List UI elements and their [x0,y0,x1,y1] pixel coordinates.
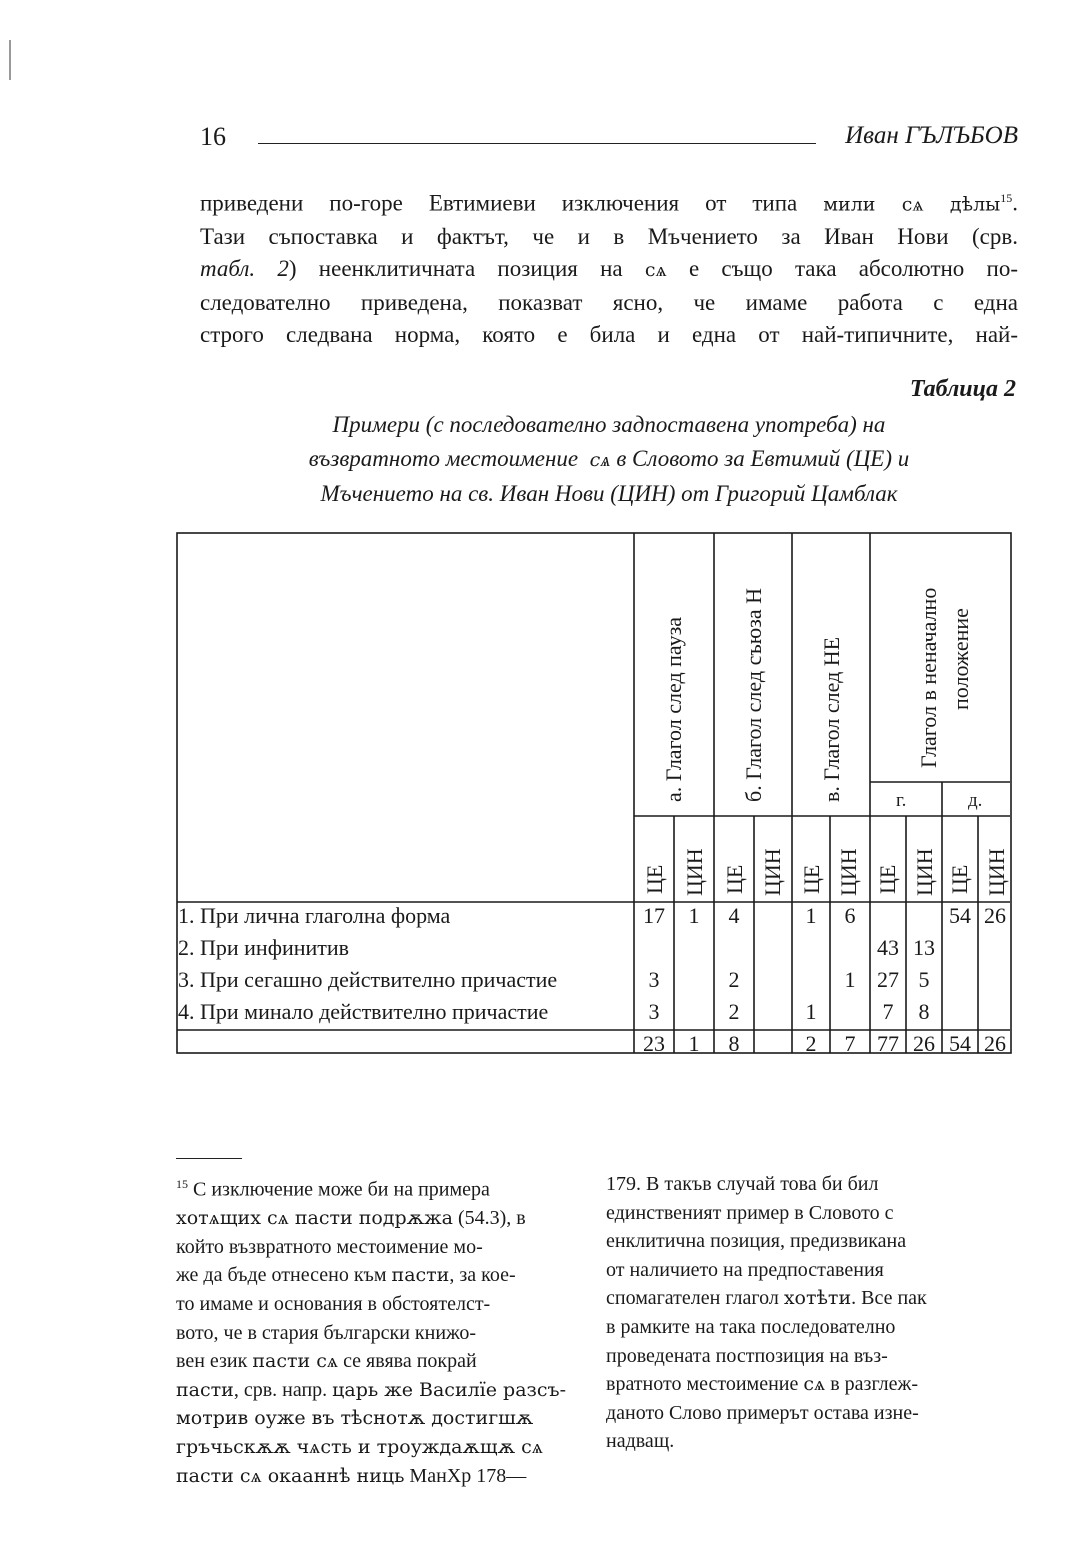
old-bulgarian-text: сѧ [644,259,667,282]
table-cell: 17 [643,903,665,928]
body-line: приведени по-горе Евтимиеви изключения от типа мили сѧ дѣлы$^{15}$. [200,190,1019,216]
old-bulgarian-text: пасти сѧ окааннѣ ниць [176,1464,405,1487]
footnote-marker: 15 [176,1177,188,1191]
footnote-rule [176,1158,242,1159]
old-bulgarian-text: гръчьскѫѫ чѧсть и троуждаѫщѫ сѧ [176,1436,543,1458]
table-cell: 1 [805,903,817,928]
subgroup-g-label: г. [896,790,907,811]
table-total-cell: 2 [805,1031,817,1056]
table-total-cell: 54 [949,1031,971,1056]
subcol-header: ЦЕ [642,864,667,894]
row-label: 4. При минало действително причастие [178,999,549,1024]
table-total-cell: 77 [877,1031,899,1056]
old-bulgarian-text: царь же Василїе разсъ- [332,1378,567,1401]
body-line: Тази съпоставка и фактът, че и в Мъчението за Иван Нови (срв. [200,224,1018,250]
table-cell: 13 [913,935,935,960]
running-head-author: Иван ГЪЛЪБОВ [845,122,1018,149]
table-total-cell: 26 [984,1031,1006,1056]
header-rule [258,143,816,144]
old-bulgarian-text: сѧ [803,1373,826,1396]
table-cell: 2 [728,999,740,1024]
footnote-15-column-1: $^{15}$ С изключение може би на примера хотѧщих сѧ пасти подрѫжа (54.3), в който възвратното местоимение мо- же да бъде отнесено към пасти, за кое- то имаме и основания в обстоятелст- вото, че в стария български книжо- вен език пасти сѧ се явява покрай пасти, срв. напр. царь же Василїе разсъ- мотрив оуже въ тѣснотѫ достигшѫ гръчьскѫѫ чѧсть и троуждаѫщѫ сѧ пасти сѧ окааннѣ ниць МанХр 178— [176,1170,572,1490]
subcol-header: ЦИН [836,848,861,896]
table-cell: 1 [844,967,856,992]
body-line: строго следвана норма, която е била и една от най-типичните, най- [200,322,1018,348]
row-label: 1. При лична глаголна форма [178,903,451,928]
col-group-d-header: Глагол в неначално [916,587,941,768]
footnote-ref[interactable]: 15 [1000,191,1013,205]
body-line: табл. 2) неенклитичната позиция на сѧ е също така абсолютно по- [200,256,1019,282]
table-total-cell: 1 [688,1031,700,1056]
table-cell: 6 [844,903,856,928]
table-cell: 7 [882,999,894,1024]
table-label: Таблица 2 [909,376,1016,402]
table-caption: Примери (с последователно задпоставена употреба) на възвратното местоимение сѧ в Словото за Евтимий (ЦЕ) и Мъчението на св. Иван Нови (ЦИН) от Григорий Цамблак [308,412,910,506]
subgroup-d-label: д. [968,790,983,811]
table-cell: 3 [648,999,660,1024]
page-number: 16 [200,122,226,151]
table-cell: 54 [949,903,971,928]
table-total-cell: 26 [913,1031,935,1056]
subcol-header: ЦИН [760,848,785,896]
body-line: следователно приведена, показват ясно, че имаме работа с една [200,289,1018,315]
table-total-cell: 8 [728,1031,740,1056]
old-bulgarian-text: пасти [176,1378,234,1401]
col-group-a-header: а. Глагол след пауза [661,616,686,802]
table-cell: 26 [984,903,1006,928]
old-bulgarian-text: мили сѧ дѣлы [823,193,1001,216]
page-edge-mark [9,40,11,80]
old-bulgarian-text: хотѣти [783,1287,852,1310]
row-label: 2. При инфинитив [178,935,350,960]
table-total-cell: 23 [643,1031,665,1056]
body-paragraph [200,182,1018,352]
table-cell: 4 [728,903,740,928]
subcol-header: ЦИН [682,848,707,896]
table-cell: 1 [688,903,700,928]
table-total-cell: 7 [844,1031,856,1056]
footnote-15-column-2: 179. В такъв случай това би бил единственият пример в Словото с енклитична позиция, предизвикана от наличието на предпоставения спомагателен глагол хотѣти. Все пак в рамките на така последователно проведената постпозиция на въз- вратното местоимение сѧ в разглеж- даното Слово примерът остава изне- надващ. [606,1173,927,1453]
old-bulgarian-text: пасти [391,1264,450,1287]
old-bulgarian-text: пасти сѧ [252,1350,339,1373]
col-group-c-header: в. Глагол след НЕ [819,636,844,802]
old-bulgarian-text: сѧ [589,449,611,471]
table-cell: 3 [648,967,660,992]
subcol-header: ЦЕ [722,864,747,894]
table-cell: 43 [877,935,899,960]
subcol-header: ЦЕ [875,864,900,894]
table-cell: 5 [918,967,930,992]
subcol-header: ЦИН [984,848,1009,896]
subcol-header: ЦЕ [947,864,972,894]
table-cell: 1 [805,999,817,1024]
table-cell: 8 [918,999,930,1024]
col-group-b-header: б. Глагол след съюза Н [741,588,766,802]
running-header [200,122,1018,162]
subcol-header: ЦИН [912,848,937,896]
data-table [176,532,1012,1060]
old-bulgarian-text: хотѧщих сѧ пасти подрѫжа [176,1207,453,1230]
old-bulgarian-text: мотрив оуже въ тѣснотѫ достигшѫ [176,1407,534,1430]
table-cell: 27 [877,967,899,992]
col-group-d-header-line2: положение [948,608,973,710]
table-cell: 2 [728,967,740,992]
row-label: 3. При сегашно действително причастие [178,967,558,992]
subcol-header: ЦЕ [799,864,824,894]
